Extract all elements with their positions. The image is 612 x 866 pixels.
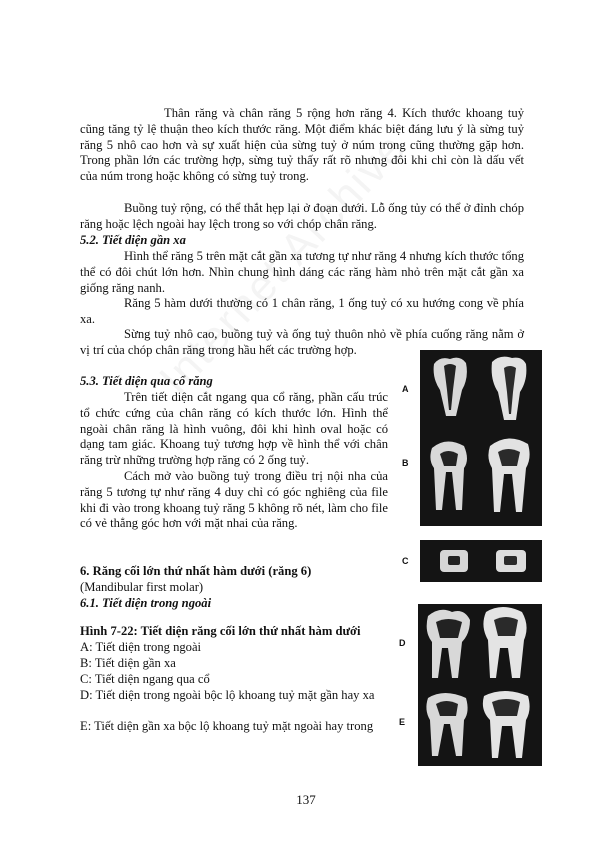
tooth-section-image-ab	[420, 350, 542, 526]
figure-caption-d: D: Tiết diện trong ngoài bộc lộ khoang tuỷ mặt gần hay xa	[80, 688, 375, 702]
paragraph-pulp-horn: Thân răng và chân răng 5 rộng hơn răng 4. Kích thước khoang tuỷ cũng tăng tỷ lệ thuận theo kích thước răng. Một điểm khác biệt đáng lưu ý là sừng tuỷ răng 5 nhô cao hơn và sự xuất hiện của sừng tuỷ ở núm trong cũng thường gặp hơn. Trong phần lớn các trường hợp, sừng tuỷ thấy rất rõ nhưng đôi khi chỉ còn là dấu vết của núm trong hoặc không có sừng tuỷ trong.	[80, 106, 524, 184]
paragraph-pulp-chamber: Buồng tuỷ rộng, có thể thắt hẹp lại ở đoạn dưới. Lỗ ống tủy có thể ở đỉnh chóp răng hoặc lệch ngoài hay lệch trong so với chóp chân răng.	[80, 201, 524, 231]
figure-label-a: A	[402, 384, 409, 394]
tooth-section-image-de	[418, 604, 542, 766]
figure-caption-b: B: Tiết diện gần xa	[80, 656, 176, 670]
paragraph-pulp-horn-high: Sừng tuỷ nhô cao, buồng tuỷ và ống tuỷ thuôn nhỏ về phía cuống răng nằm ở vị trí của chóp chân răng trong hầu hết các trường hợp.	[80, 327, 524, 357]
figure-caption-a: A: Tiết diện trong ngoài	[80, 640, 202, 654]
paragraph-root-canal: Răng 5 hàm dưới thường có 1 chân răng, 1 ống tuỷ có xu hướng cong về phía xa.	[80, 296, 524, 326]
heading-5-2: 5.2. Tiết diện gần xa	[80, 233, 186, 247]
figure-caption-title: Hình 7-22: Tiết diện răng cối lớn thứ nhất hàm dưới	[80, 624, 361, 638]
page-number: 137	[296, 792, 316, 807]
heading-6-subtitle: (Mandibular first molar)	[80, 580, 204, 594]
figure-caption-e: E: Tiết diện gần xa bộc lộ khoang tuỷ mặt ngoài hay trong	[80, 719, 374, 733]
tooth-section-photo-de	[418, 604, 542, 766]
figure-label-b: B	[402, 458, 409, 468]
paragraph-cervical-section: Trên tiết diện cắt ngang qua cổ răng, phần cấu trúc tổ chức cứng của chân răng có kích thước lớn. Hình thể ngoài chân răng là hình vuông, đôi khi hình oval hoặc có dạng tam giác. Khoang tuỷ tương hợp về hình thể với chân răng trừ những trường hợp răng có 2 ống tuỷ.	[80, 390, 388, 468]
tooth-section-image-c	[420, 540, 542, 582]
figure-label-d: D	[399, 638, 406, 648]
paragraph-access-opening: Cách mở vào buồng tuỷ trong điều trị nội nha của răng 5 tương tự như răng 4 duy chỉ có góc nghiêng của file khi đi vào trong khoang tuỷ răng 5 không rõ nét, làm cho file có vẻ thẳng góc hơn với mặt nhai của răng.	[80, 469, 388, 531]
tooth-section-photo-ab	[420, 350, 542, 526]
heading-6-1: 6.1. Tiết diện trong ngoài	[80, 596, 212, 610]
figure-caption-c: C: Tiết diện ngang qua cổ	[80, 672, 210, 686]
heading-6: 6. Răng cối lớn thứ nhất hàm dưới (răng 6)	[80, 564, 312, 578]
figure-label-c: C	[402, 556, 409, 566]
tooth-section-photo-c	[420, 540, 542, 582]
figure-label-e: E	[399, 717, 406, 727]
paragraph-mesiodistal: Hình thể răng 5 trên mặt cắt gần xa tương tự như răng 4 nhưng kích thước tổng thể có đôi chút lớn hơn. Nhìn chung hình dáng các răng hàm nhỏ trên mặt cắt gần xa giống răng nanh.	[80, 249, 524, 295]
heading-5-3: 5.3. Tiết diện qua cổ răng	[80, 374, 213, 388]
